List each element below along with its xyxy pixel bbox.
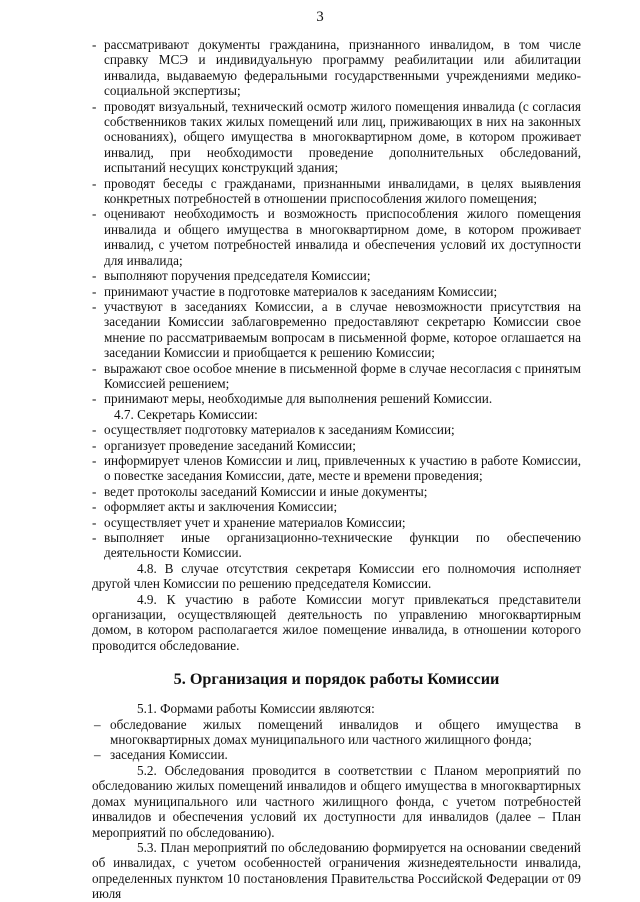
list-item: - рассматривают документы гражданина, признанного инвалидом, в том числе справку МСЭ и индивидуальную программу реабилитации или абилитации инвалида, выдаваемую федеральными государственными учреждениями медико-социальной экспертизы;	[92, 37, 581, 99]
paragraph-4-9: 4.9. К участию в работе Комиссии могут привлекаться представители организации, осуществляющей деятельность по управлению многоквартирным домом, в котором располагается жилое помещение инвалида, в отношении которого проводится обследование.	[92, 591, 581, 653]
paragraph-5-2: 5.2. Обследования проводится в соответствии с Планом мероприятий по обследованию жилых помещений инвалидов и общего имущества в многоквартирных домах муниципального или частного жилищного фонда, с учетом потребностей инвалидов и обеспечения условий их доступности для инвалидов (далее – План мероприятий по обследованию).	[92, 762, 581, 840]
section-heading: 5. Организация и порядок работы Комиссии	[173, 670, 500, 689]
member-duties-list	[92, 37, 581, 407]
list-item: - выполняют поручения председателя Комиссии;	[92, 268, 581, 283]
list-item: – обследование жилых помещений инвалидов и общего имущества в многоквартирных домах муниципального или частного жилищного фонда;	[92, 717, 581, 748]
list-item: - принимают участие в подготовке материалов к заседаниям Комиссии;	[92, 284, 581, 299]
secretary-duties-list	[92, 422, 581, 561]
paragraph-4-8: 4.8. В случае отсутствия секретаря Комиссии его полномочия исполняет другой член Комиссии по решению председателя Комиссии.	[92, 560, 581, 592]
paragraph-4-7: 4.7. Секретарь Комиссии:	[114, 406, 258, 422]
list-item: - оформляет акты и заключения Комиссии;	[92, 499, 581, 514]
list-item: - информирует членов Комиссии и лиц, привлеченных к участию в работе Комиссии, о повестке заседания Комиссии, дате, месте и времени проведения;	[92, 453, 581, 484]
page-number: 3	[316, 9, 324, 25]
list-item: - проводят беседы с гражданами, признанными инвалидами, в целях выявления конкретных потребностей в отношении приспособления жилого помещения;	[92, 176, 581, 207]
list-item: - оценивают необходимость и возможность приспособления жилого помещения инвалида и общего имущества в многоквартирном доме, в котором проживает инвалид, с учетом потребностей инвалида и обеспечения условий их доступности для инвалида;	[92, 206, 581, 268]
list-item: - участвуют в заседаниях Комиссии, а в случае невозможности присутствия на заседании Комиссии заблаговременно предоставляют секретарю Комиссии свое мнение по рассматриваемым вопросам в письменной форме, которое оглашается на заседании Комиссии и приобщается к решению Комиссии;	[92, 299, 581, 361]
list-item: - выражают свое особое мнение в письменной форме в случае несогласия с принятым Комиссией решением;	[92, 361, 581, 392]
paragraph-5-1: 5.1. Формами работы Комиссии являются:	[137, 701, 375, 717]
work-forms-list	[92, 717, 581, 763]
paragraph-5-3: 5.3. План мероприятий по обследованию формируется на основании сведений об инвалидах, с учетом особенностей ограничения жизнедеятельности инвалида, определенных пунктом 10 постановления Правительства Российской Федерации от 09 июля	[92, 839, 581, 902]
list-item: - ведет протоколы заседаний Комиссии и иные документы;	[92, 484, 581, 499]
list-item: - осуществляет учет и хранение материалов Комиссии;	[92, 515, 581, 530]
list-item: - организует проведение заседаний Комиссии;	[92, 438, 581, 453]
list-item: - осуществляет подготовку материалов к заседаниям Комиссии;	[92, 422, 581, 437]
list-item: – заседания Комиссии.	[92, 747, 581, 762]
list-item: - принимают меры, необходимые для выполнения решений Комиссии.	[92, 391, 581, 406]
list-item: - проводят визуальный, технический осмотр жилого помещения инвалида (с согласия собственников таких жилых помещений или лиц, приживающих в них на законных основаниях), общего имущества в многоквартирном доме, в котором проживает инвалид, при необходимости проведение дополнительных обследований, испытаний несущих конструкций здания;	[92, 99, 581, 176]
document-body	[92, 37, 581, 902]
list-item: - выполняет иные организационно-технические функции по обеспечению деятельности Комиссии.	[92, 530, 581, 561]
